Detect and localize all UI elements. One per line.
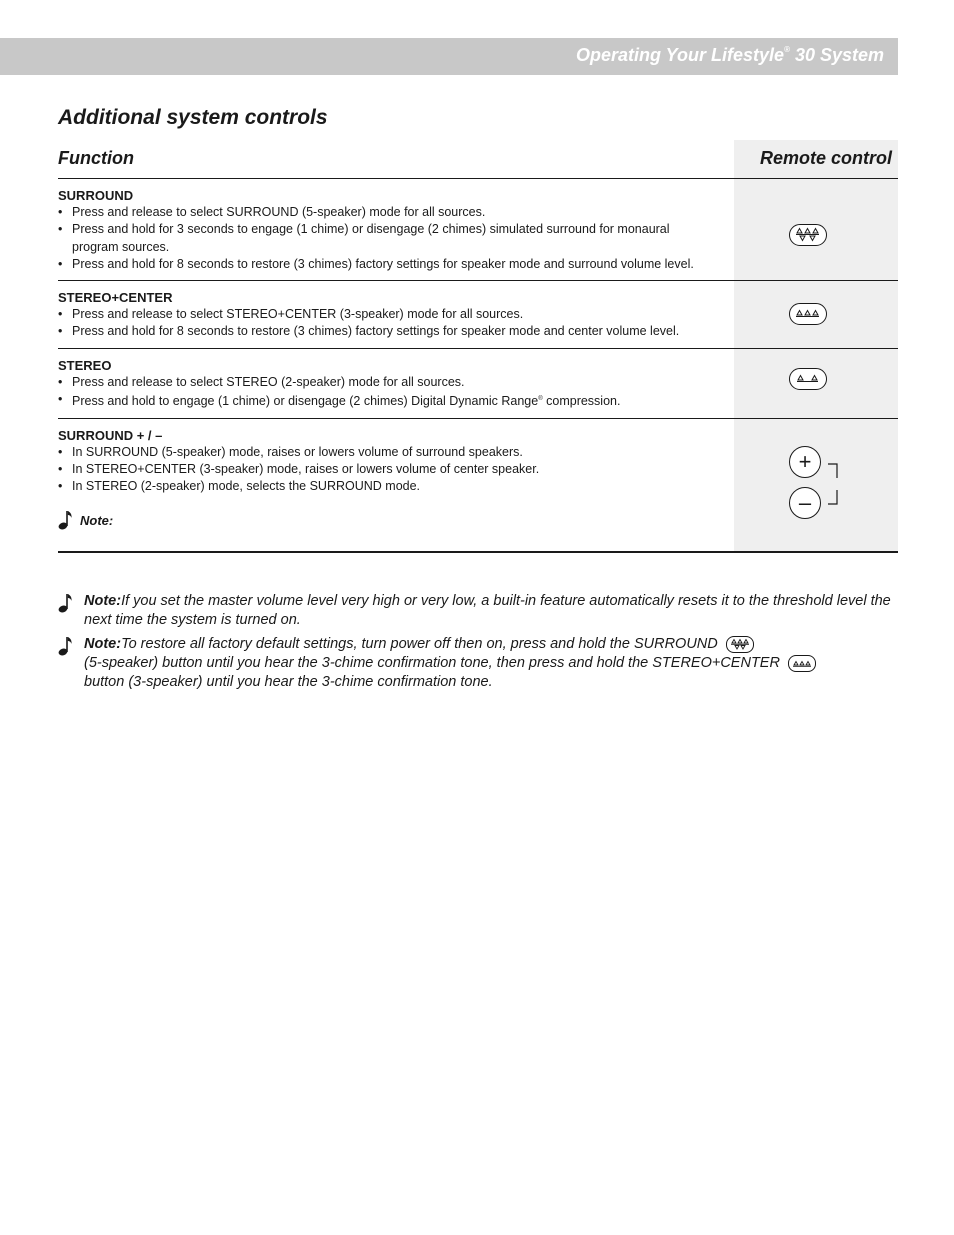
page-notes: [58, 592, 898, 697]
note-text: If you set the master volume level very high or very low, a built-in feature automatically resets it to the threshold level the next time the system is turned on.: [84, 593, 891, 628]
bullet-item: • Press and release to select STEREO (2-speaker) mode for all sources.: [58, 374, 718, 391]
surround-plus-button[interactable]: [789, 446, 821, 478]
function-name: SURROUND + / –: [58, 427, 163, 443]
bullet-item: • In SURROUND (5-speaker) mode, raises or lowers volume of surround speakers.: [58, 444, 718, 461]
row-note-label: Note:: [80, 512, 114, 528]
bullet-item: • Press and hold for 8 seconds to restore (3 chimes) factory settings for speaker mode and surround volume level.: [58, 256, 718, 273]
note-factory-defaults: [58, 635, 898, 692]
inline-stereo-center-button-icon: [788, 655, 816, 672]
header-title-prefix: Operating Your Lifestyle: [575, 45, 785, 65]
bracket-top-icon: [828, 463, 840, 479]
bullet-item: • Press and release to select SURROUND (5-speaker) mode for all sources.: [58, 204, 718, 221]
bullet-item: • Press and release to select STEREO+CENTER (3-speaker) mode for all sources.: [58, 306, 718, 323]
table-row-stereo: [58, 349, 898, 419]
table-header-row: [58, 140, 898, 179]
function-name: STEREO: [58, 357, 112, 373]
header-title-registered-mark: ®: [784, 45, 790, 54]
table-row-surround-volume: [58, 419, 898, 554]
registered-mark: ®: [538, 396, 543, 403]
surround-minus-button[interactable]: [789, 487, 821, 519]
function-cell: [58, 281, 718, 348]
bullet-text-end: compression.: [546, 394, 621, 409]
column-header-remote-control-label: Remote control: [759, 148, 892, 168]
section-title: Additional system controls: [58, 106, 328, 129]
row-note: [58, 509, 718, 531]
bullet-item: • In STEREO (2-speaker) mode, selects the SURROUND mode.: [58, 478, 718, 495]
minus-glyph: –: [798, 489, 812, 515]
note-text-a: To restore all factory default settings, turn power off then on, press and hold the SURROUND: [121, 636, 718, 652]
stereo-speaker-icon: [790, 369, 825, 388]
page-header-title: [576, 45, 884, 66]
music-note-icon: [58, 509, 74, 531]
surround-speaker-icon: [790, 225, 825, 244]
function-bullets: [58, 374, 718, 411]
surround-button[interactable]: [789, 224, 827, 246]
function-cell: [58, 419, 718, 552]
function-bullets: [58, 204, 718, 273]
table-row-stereo-center: [58, 281, 898, 349]
remote-cell: [734, 179, 898, 280]
remote-cell: [734, 349, 898, 418]
function-name: SURROUND: [58, 188, 134, 203]
column-header-function: Function: [58, 148, 134, 168]
function-bullets: [58, 306, 718, 341]
note-master-volume: [58, 592, 898, 630]
bullet-item: • Press and hold for 3 seconds to engage (1 chime) or disengage (2 chimes) simulated surround for monaural program sources.: [58, 221, 718, 256]
music-note-icon: [58, 635, 74, 657]
function-name: STEREO+CENTER: [58, 290, 173, 306]
inline-surround-button-icon: [726, 636, 754, 653]
bullet-item: • Press and hold for 8 seconds to restore (3 chimes) factory settings for speaker mode and center volume level.: [58, 323, 718, 340]
controls-table: [58, 140, 898, 553]
stereo-center-button[interactable]: [789, 303, 827, 325]
note-text-c: button (3-speaker) until you hear the 3-chime confirmation tone.: [84, 674, 493, 690]
plus-glyph: +: [798, 448, 812, 474]
note-label: Note:: [84, 593, 122, 609]
note-label: Note:: [84, 636, 122, 652]
music-note-icon: [58, 592, 74, 614]
remote-cell: [734, 281, 898, 348]
bracket-bottom-icon: [828, 490, 840, 506]
remote-cell: [734, 419, 898, 552]
bullet-item: • In STEREO+CENTER (3-speaker) mode, raises or lowers volume of center speaker.: [58, 461, 718, 478]
table-row-surround: [58, 179, 898, 281]
function-cell: [58, 349, 718, 418]
column-header-remote-control: [734, 140, 898, 178]
bullet-text: Press and hold to engage (1 chime) or disengage (2 chimes) Digital Dynamic Range: [72, 394, 539, 409]
function-bullets: [58, 444, 718, 496]
stereo-center-speaker-icon: [790, 304, 825, 323]
header-band: [0, 38, 898, 75]
stereo-button[interactable]: [789, 368, 827, 390]
function-cell: [58, 179, 718, 280]
header-title-suffix: 30 System: [789, 45, 884, 65]
bullet-item: [58, 391, 718, 410]
note-text-b: (5-speaker) button until you hear the 3-chime confirmation tone, then press and hold the STEREO+CENTER: [84, 655, 780, 671]
